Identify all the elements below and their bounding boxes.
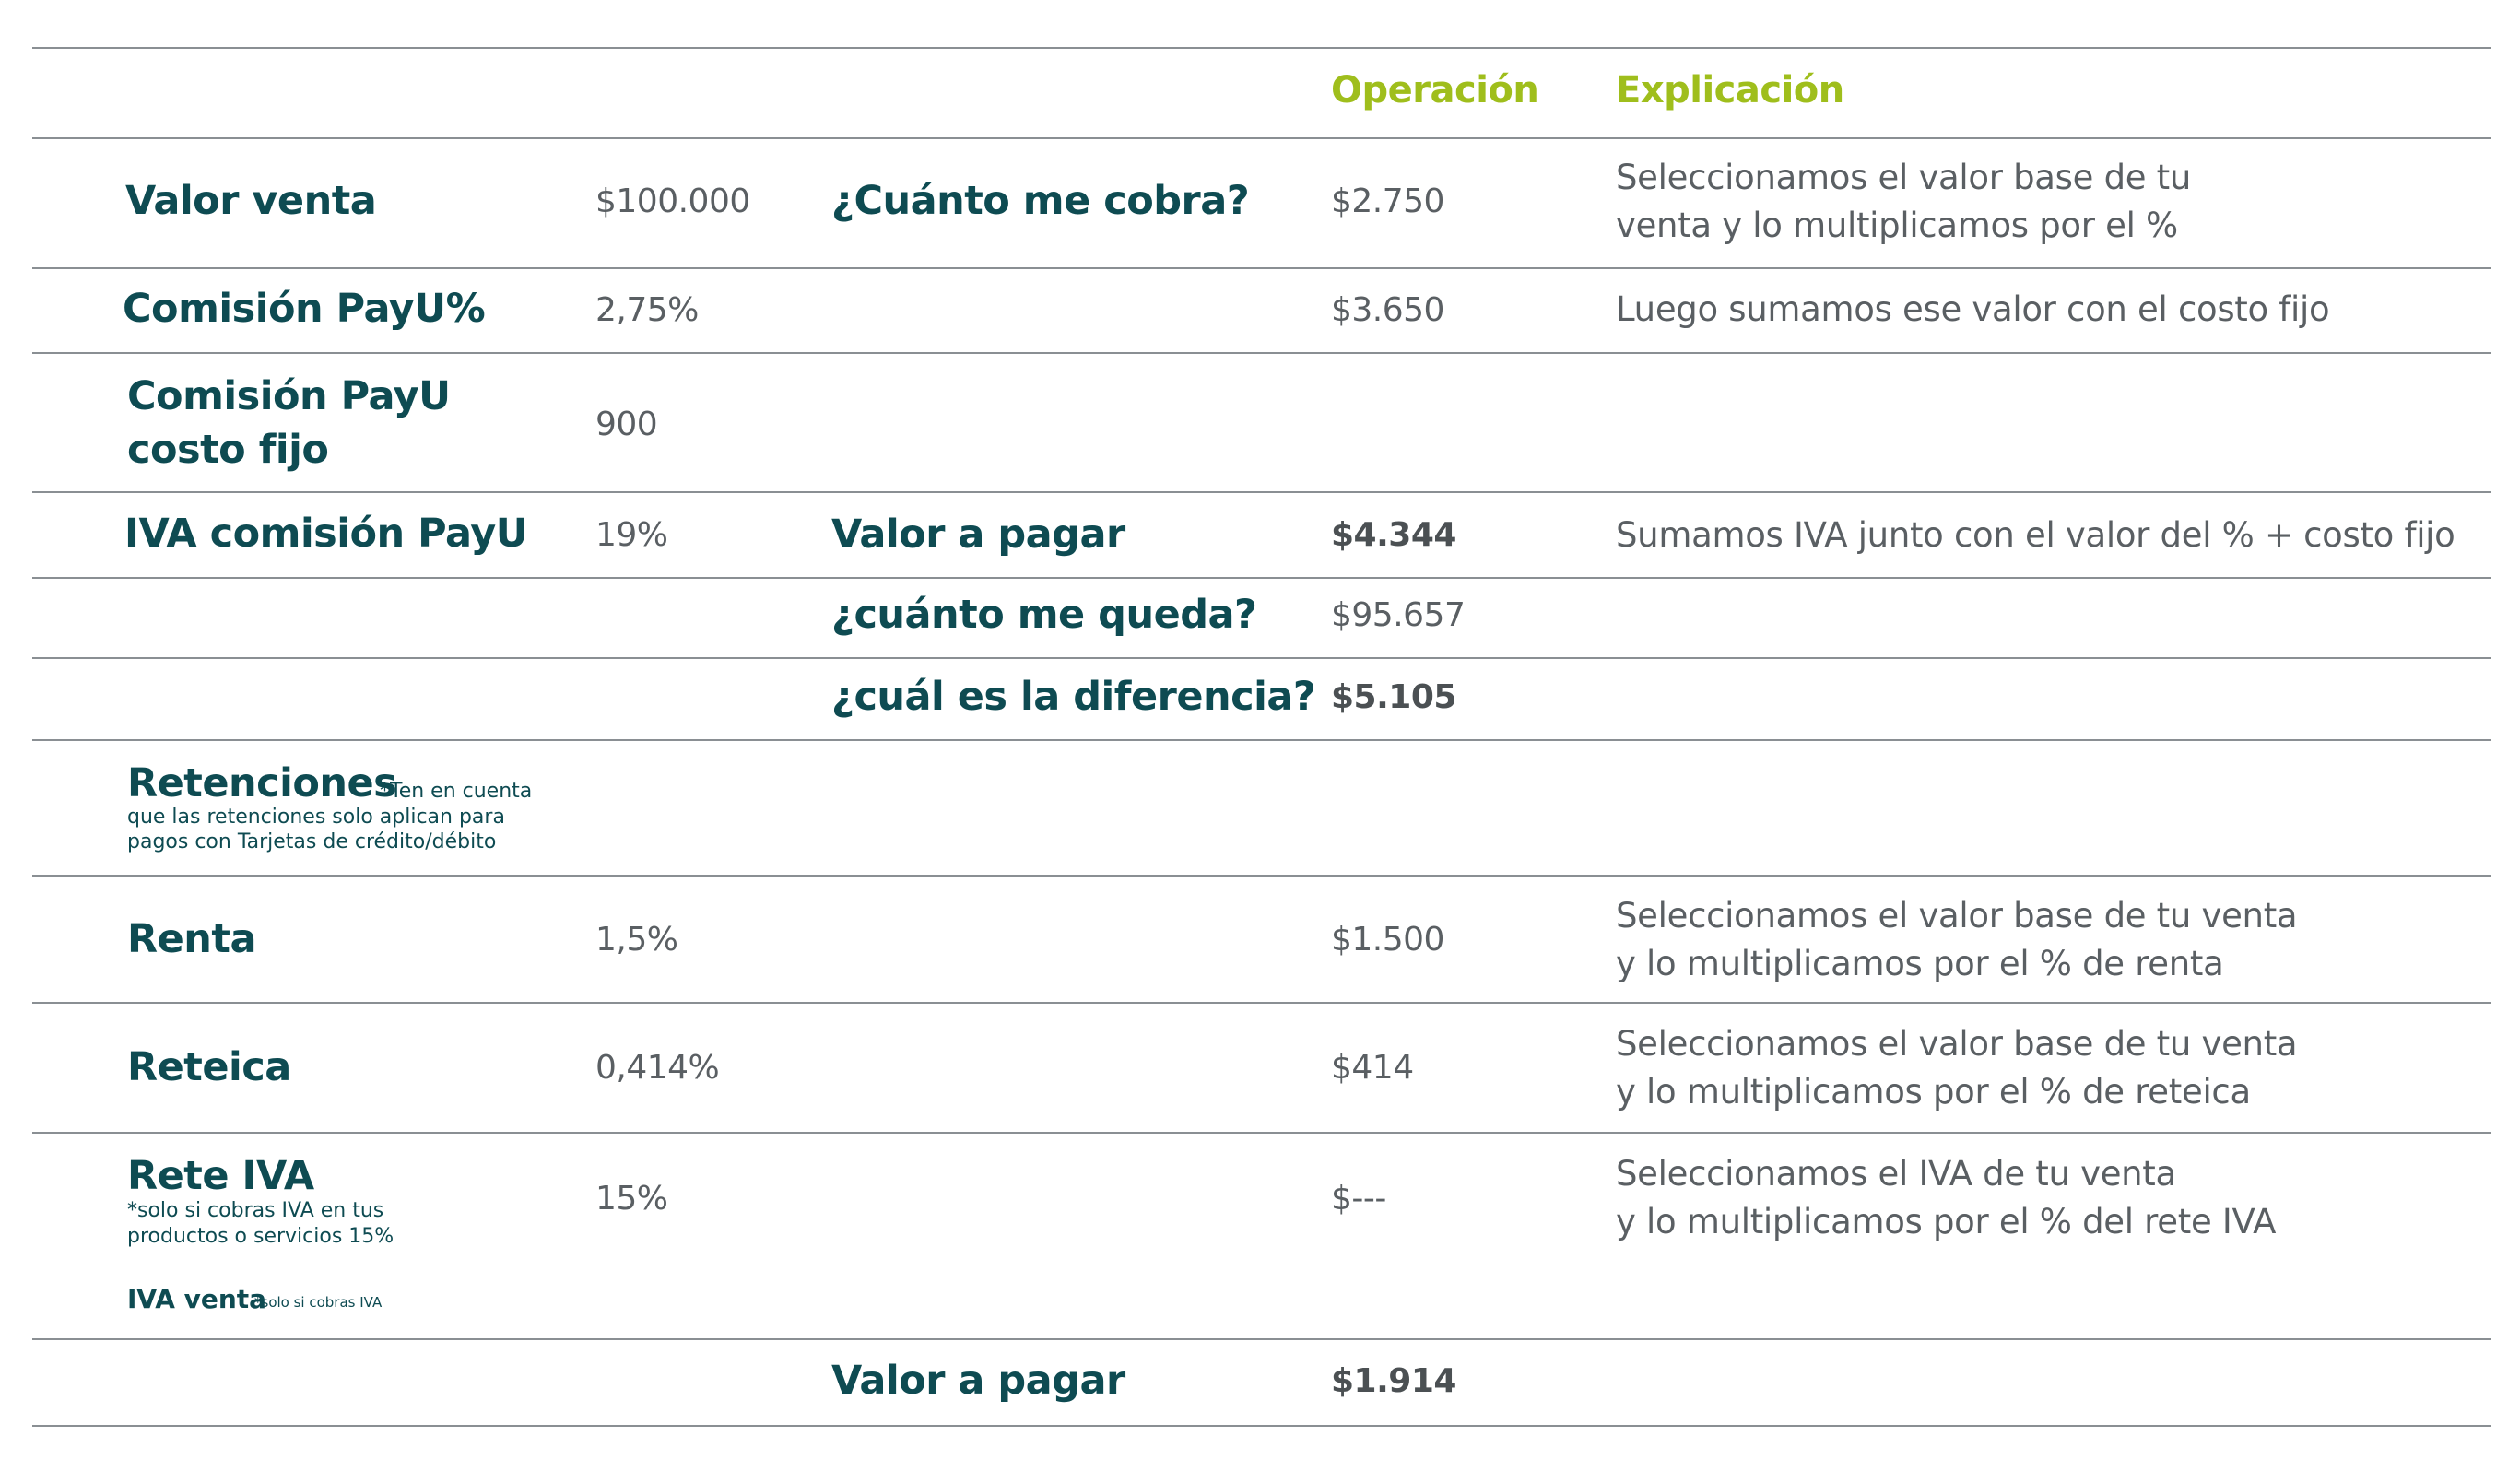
- table-rule: [32, 875, 2491, 877]
- table-rule: [32, 352, 2491, 354]
- row-explanation: [1616, 892, 2297, 988]
- header-explicacion: Explicación: [1616, 69, 1844, 112]
- row-operation: $3.650: [1331, 291, 1444, 329]
- row-note: *Ten en cuenta: [380, 780, 533, 803]
- table-rule-top: [32, 47, 2491, 49]
- row-operation: $5.105: [1331, 678, 1456, 716]
- row-label: [127, 370, 451, 477]
- row-label: Retenciones: [127, 760, 397, 806]
- row-value: 900: [595, 406, 658, 443]
- row-label: Comisión PayU%: [123, 286, 486, 332]
- row-label: Rete IVA: [127, 1153, 314, 1199]
- row-value: 2,75%: [595, 291, 699, 329]
- table-rule: [32, 657, 2491, 659]
- explanation-line: Seleccionamos el valor base de tu venta: [1616, 1024, 2298, 1064]
- row-note: que las retenciones solo aplican para: [127, 806, 505, 829]
- table-rule: [32, 577, 2491, 579]
- explanation-line: y lo multiplicamos por el % de reteica: [1616, 1072, 2251, 1112]
- table-rule: [32, 1002, 2491, 1004]
- row-operation: $95.657: [1331, 596, 1466, 634]
- table-rule: [32, 491, 2491, 493]
- row-value: 15%: [595, 1180, 668, 1218]
- explanation-line: Seleccionamos el valor base de tu: [1616, 158, 2192, 197]
- explanation-line: y lo multiplicamos por el % del rete IVA: [1616, 1202, 2277, 1241]
- row-value: 19%: [595, 516, 668, 554]
- row-label: Reteica: [127, 1044, 291, 1090]
- row-explanation: [1616, 1020, 2297, 1116]
- row-operation: $2.750: [1331, 182, 1444, 220]
- row-value: 1,5%: [595, 921, 678, 959]
- row-note: pagos con Tarjetas de crédito/débito: [127, 830, 497, 853]
- row-note: productos o servicios 15%: [127, 1225, 394, 1248]
- explanation-line: y lo multiplicamos por el % de renta: [1616, 944, 2224, 983]
- row-explanation: Luego sumamos ese valor con el costo fijo: [1616, 289, 2330, 329]
- table-rule: [32, 739, 2491, 741]
- row-operation: $1.500: [1331, 921, 1444, 959]
- row-question: ¿cuánto me queda?: [831, 592, 1257, 638]
- row-sub-label: IVA venta: [127, 1284, 267, 1314]
- explanation-line: Seleccionamos el valor base de tu venta: [1616, 896, 2298, 935]
- explanation-line: venta y lo multiplicamos por el %: [1616, 206, 2178, 245]
- row-label: IVA comisión PayU: [124, 511, 528, 557]
- explanation-line: Seleccionamos el IVA de tu venta: [1616, 1154, 2176, 1194]
- table-rule: [32, 1132, 2491, 1134]
- row-explanation: Sumamos IVA junto con el valor del % + costo fijo: [1616, 515, 2455, 555]
- row-label: Renta: [127, 916, 256, 962]
- row-value: $100.000: [595, 182, 750, 220]
- row-sub-note: *solo si cobras IVA: [254, 1294, 383, 1311]
- row-label: Valor venta: [125, 178, 377, 224]
- row-operation: $1.914: [1331, 1362, 1456, 1400]
- row-explanation: [1616, 154, 2191, 250]
- row-question: Valor a pagar: [831, 512, 1125, 558]
- row-operation: $414: [1331, 1049, 1414, 1087]
- row-operation: $---: [1331, 1180, 1386, 1218]
- row-question: ¿cuál es la diferencia?: [831, 674, 1316, 720]
- table-rule: [32, 1338, 2491, 1340]
- row-operation: $4.344: [1331, 516, 1456, 554]
- label-line: Comisión PayU: [127, 373, 451, 419]
- header-operacion: Operación: [1331, 69, 1539, 112]
- row-value: 0,414%: [595, 1049, 720, 1087]
- label-line: costo fijo: [127, 427, 329, 473]
- row-explanation: [1616, 1150, 2276, 1246]
- table-rule: [32, 137, 2491, 139]
- row-note: *solo si cobras IVA en tus: [127, 1199, 384, 1222]
- table-rule: [32, 267, 2491, 269]
- table-rule-bottom: [32, 1425, 2491, 1427]
- row-question: ¿Cuánto me cobra?: [831, 178, 1250, 224]
- row-question: Valor a pagar: [831, 1358, 1125, 1404]
